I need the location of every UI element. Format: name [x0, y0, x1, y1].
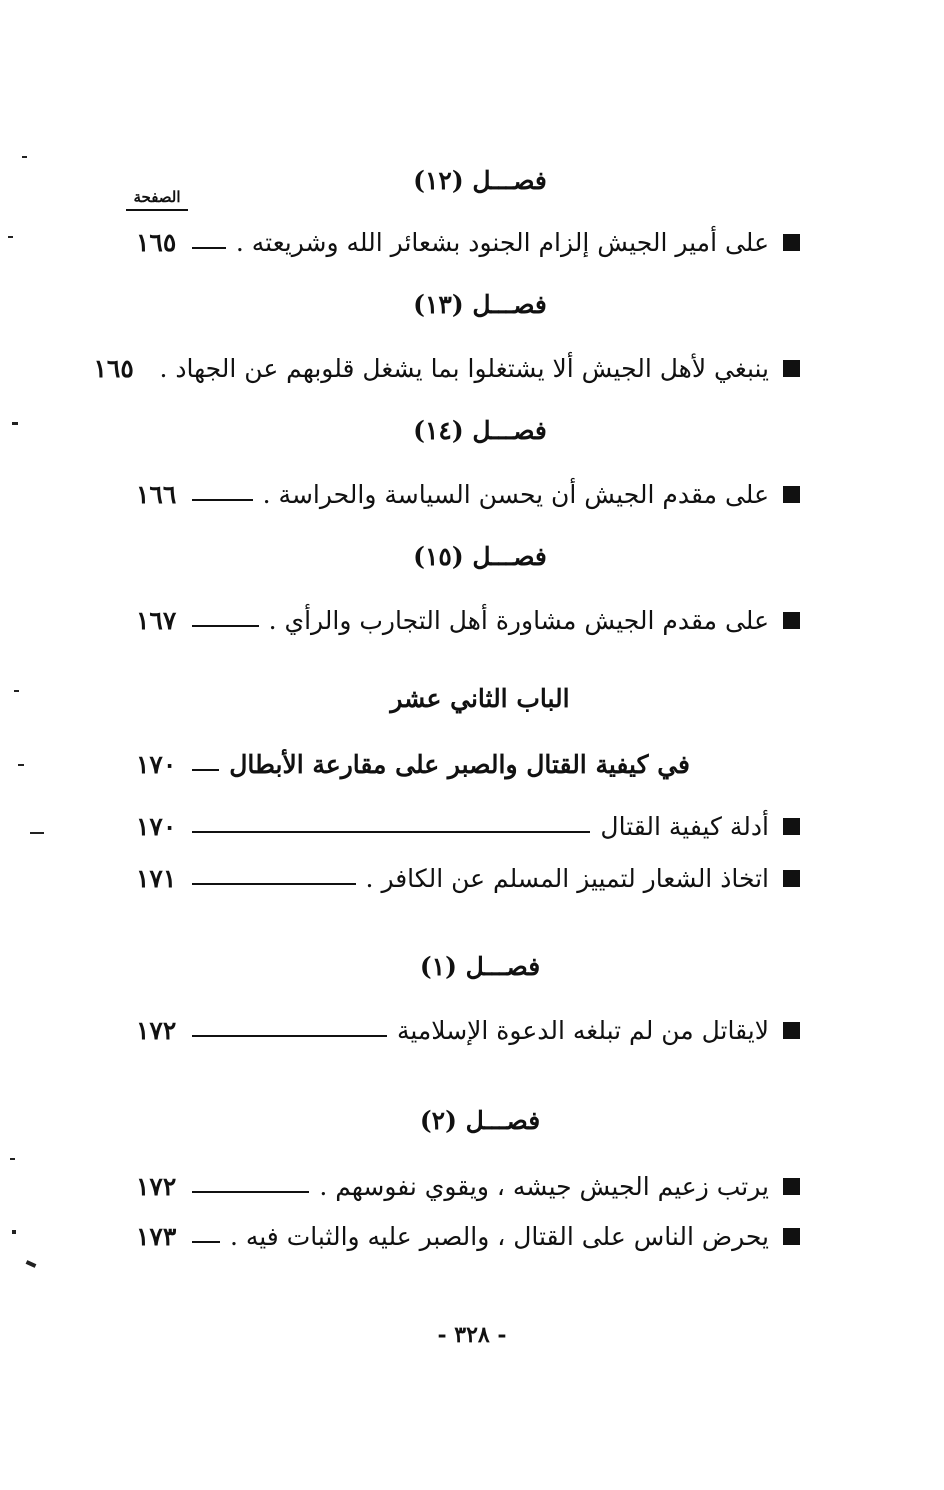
entry-text: أدلة كيفية القتال — [600, 811, 769, 841]
section-heading-2: فصـــل (٢) — [419, 1106, 541, 1135]
leader-line — [192, 499, 253, 501]
scan-mark — [12, 422, 18, 425]
toc-entry[interactable] — [136, 806, 800, 846]
section-heading-12: فصـــل (١٢) — [413, 166, 547, 195]
toc-entry[interactable] — [136, 858, 800, 898]
scan-mark — [26, 1260, 37, 1268]
page-column-header: الصفحة — [126, 188, 188, 211]
toc-entry[interactable] — [136, 1010, 800, 1050]
toc-entry[interactable] — [136, 600, 800, 640]
chapter-title: الباب الثاني عشر — [390, 684, 570, 713]
scan-mark — [18, 764, 24, 766]
toc-entry[interactable] — [136, 222, 800, 262]
entry-text: لايقاتل من لم تبلغه الدعوة الإسلامية — [396, 1015, 769, 1045]
toc-entry[interactable] — [136, 1166, 800, 1206]
entry-text: يحرض الناس على القتال ، والصبر عليه والثبات فيه . — [229, 1221, 769, 1251]
scan-mark — [22, 156, 27, 158]
entry-page-number: ١٦٧ — [136, 605, 177, 635]
square-bullet-icon — [783, 870, 800, 887]
entry-page-number: ١٦٥ — [136, 227, 177, 257]
leader-line — [192, 1191, 309, 1193]
scan-mark — [10, 1158, 15, 1160]
square-bullet-icon — [783, 234, 800, 251]
toc-entry[interactable] — [136, 474, 800, 514]
entry-page-number: ١٧٣ — [136, 1221, 177, 1251]
scan-mark — [12, 1230, 16, 1234]
leader-line — [192, 247, 226, 249]
entry-text: يرتب زعيم الجيش جيشه ، ويقوي نفوسهم . — [319, 1171, 769, 1201]
section-heading-14: فصـــل (١٤) — [413, 416, 547, 445]
square-bullet-icon — [783, 486, 800, 503]
toc-entry[interactable] — [93, 348, 800, 388]
leader-line — [192, 1035, 387, 1037]
toc-entry[interactable] — [136, 1216, 800, 1256]
chapter-subtitle: في كيفية القتال والصبر على مقارعة الأبطال — [229, 749, 690, 779]
chapter-subtitle-entry[interactable] — [136, 744, 800, 784]
square-bullet-icon — [783, 1022, 800, 1039]
scan-mark — [30, 832, 44, 834]
section-heading-15: فصـــل (١٥) — [413, 542, 547, 571]
leader-line — [192, 883, 356, 885]
entry-page-number: ١٧٠ — [136, 749, 177, 779]
square-bullet-icon — [783, 1178, 800, 1195]
square-bullet-icon — [783, 360, 800, 377]
leader-line — [192, 625, 259, 627]
square-bullet-icon — [783, 1228, 800, 1245]
entry-text: ينبغي لأهل الجيش ألا يشتغلوا بما يشغل قلوبهم عن الجهاد . — [159, 353, 769, 383]
leader-line — [192, 769, 219, 771]
scan-mark — [8, 236, 13, 238]
entry-page-number: ١٧٠ — [136, 811, 177, 841]
square-bullet-icon — [783, 818, 800, 835]
scan-mark — [14, 690, 19, 692]
entry-page-number: ١٧٢ — [136, 1171, 177, 1201]
entry-page-number: ١٦٥ — [93, 353, 134, 383]
entry-page-number: ١٧١ — [136, 863, 177, 893]
leader-line — [192, 831, 590, 833]
entry-text: اتخاذ الشعار لتمييز المسلم عن الكافر . — [365, 863, 769, 893]
square-bullet-icon — [783, 612, 800, 629]
entry-page-number: ١٧٢ — [136, 1015, 177, 1045]
section-heading-1: فصـــل (١) — [419, 952, 541, 981]
leader-line — [192, 1241, 220, 1243]
entry-text: على مقدم الجيش مشاورة أهل التجارب والرأي . — [268, 605, 769, 635]
section-heading-13: فصـــل (١٣) — [413, 290, 547, 319]
entry-text: على مقدم الجيش أن يحسن السياسة والحراسة . — [262, 479, 769, 509]
page-number-footer: - ٣٢٨ - — [437, 1322, 507, 1348]
entry-text: على أمير الجيش إلزام الجنود بشعائر الله وشريعته . — [235, 227, 769, 257]
entry-page-number: ١٦٦ — [136, 479, 177, 509]
